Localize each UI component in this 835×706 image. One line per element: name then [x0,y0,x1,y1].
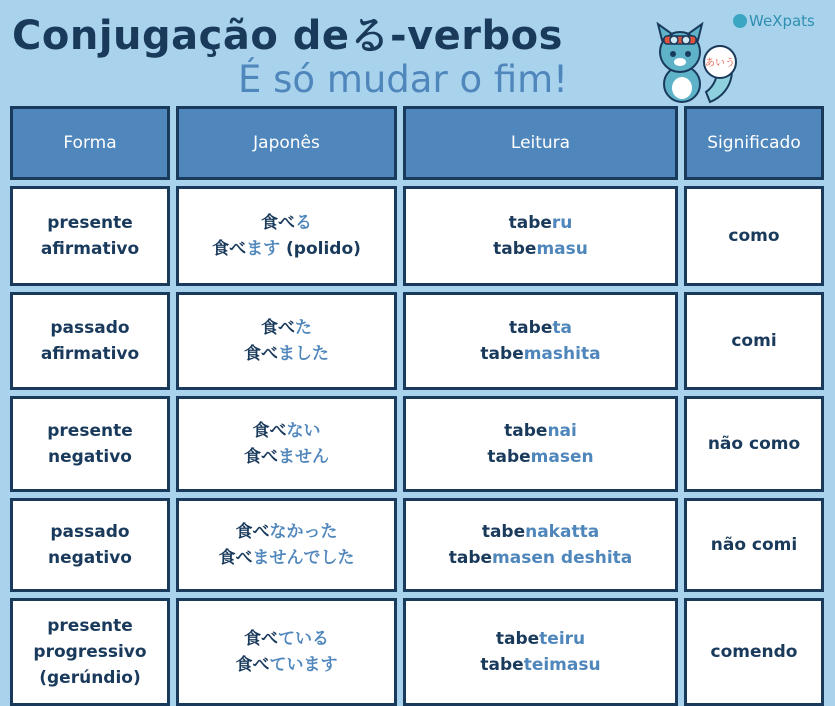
japones-stem: 食べ [261,213,295,233]
japones-stem: 食べ [252,421,287,441]
leitura-line [496,626,585,652]
cell-japones [176,598,397,706]
leitura-line [482,519,599,545]
leitura-line [449,545,633,571]
leitura-ending: teimasu [523,655,601,675]
cell-significado: não como [684,396,824,492]
leitura-ending: nai [547,421,577,441]
leitura-ending: nakatta [525,522,600,542]
leitura-stem: tabe [480,344,524,364]
forma-line: afirmativo [40,344,140,364]
header-leitura: Leitura [403,106,678,180]
japones-line [236,519,338,545]
cell-significado: não comi [684,498,824,592]
forma-line: presente [47,421,133,441]
cell-japones [176,186,397,286]
forma-line: passado [50,318,130,338]
japones-line [261,315,312,341]
japones-ending: ています [269,655,338,675]
japones-stem: 食べ [244,344,278,364]
leitura-ending: masen [530,447,594,467]
logo [733,12,815,30]
page-title: Conjugação deる-verbos [12,13,563,59]
leitura-line [480,341,600,367]
japones-line [244,444,329,470]
cell-leitura [403,598,678,706]
japones-stem: 食べ [235,522,270,542]
japones-stem: 食べ [244,447,278,467]
cell-significado: como [684,186,824,286]
japones-ending: ました [278,344,329,364]
forma-line: negativo [48,447,132,467]
forma-line: presente [47,616,133,636]
japones-line [253,418,321,444]
forma-line: passado [50,522,130,542]
cell-forma [10,598,170,706]
leitura-stem: tabe [504,421,548,441]
japones-stem: 食べ [218,548,253,568]
japones-line [261,210,312,236]
squirrel-mascot-icon [640,22,740,106]
leitura-stem: tabe [495,629,540,649]
leitura-ending: teiru [539,629,586,649]
japones-stem: 食べ [244,629,278,649]
cell-leitura [403,186,678,286]
cell-leitura [403,292,678,390]
header-japones: Japonês [176,106,397,180]
japones-ending: ます [246,239,281,259]
cell-japones [176,396,397,492]
japones-note: (polido) [280,239,361,259]
forma-line: progressivo [33,642,147,662]
leitura-line [509,210,573,236]
japones-ending: ませんでした [252,548,355,568]
japones-line [212,236,361,262]
cell-forma [10,292,170,390]
forma-line: afirmativo [40,239,140,259]
header-forma: Forma [10,106,170,180]
cell-leitura [403,396,678,492]
leitura-stem: tabe [480,655,524,675]
leitura-stem: tabe [481,522,526,542]
leitura-stem: tabe [487,447,531,467]
leitura-line [493,236,588,262]
japones-line [219,545,355,571]
cell-forma [10,186,170,286]
cell-significado: comendo [684,598,824,706]
leitura-ending: ru [551,213,573,233]
cell-leitura [403,498,678,592]
japones-stem: 食べ [261,318,295,338]
leitura-line [504,418,577,444]
conjugation-table [10,106,824,692]
leitura-line [487,444,593,470]
japones-line [236,652,338,678]
leitura-stem: tabe [509,318,553,338]
cell-significado: comi [684,292,824,390]
cell-forma [10,498,170,592]
japones-line [244,341,329,367]
japones-ending: る [295,213,312,233]
leitura-ending: masen deshita [492,548,633,568]
logo-mark-icon [733,14,747,28]
japones-line [244,626,329,652]
japones-stem: 食べ [235,655,270,675]
cell-forma [10,396,170,492]
japones-stem: 食べ [212,239,247,259]
leitura-ending: ta [552,318,572,338]
forma-line: (gerúndio) [39,668,141,688]
leitura-line [509,315,572,341]
forma-line: negativo [48,548,132,568]
cell-japones [176,498,397,592]
page-subtitle: É só mudar o fim! [238,58,569,101]
cell-japones [176,292,397,390]
japones-ending: た [295,318,312,338]
forma-line: presente [47,213,133,233]
japones-ending: ている [278,629,329,649]
mascot-badge-text: あいう [705,58,735,69]
header-significado: Significado [684,106,824,180]
japones-ending: ません [278,447,329,467]
leitura-line [480,652,600,678]
japones-ending: ない [286,421,321,441]
leitura-stem: tabe [448,548,493,568]
logo-text: WeXpats [749,12,815,30]
leitura-ending: masu [536,239,588,259]
leitura-ending: mashita [523,344,601,364]
japones-ending: なかった [269,522,338,542]
leitura-stem: tabe [508,213,552,233]
leitura-stem: tabe [493,239,537,259]
